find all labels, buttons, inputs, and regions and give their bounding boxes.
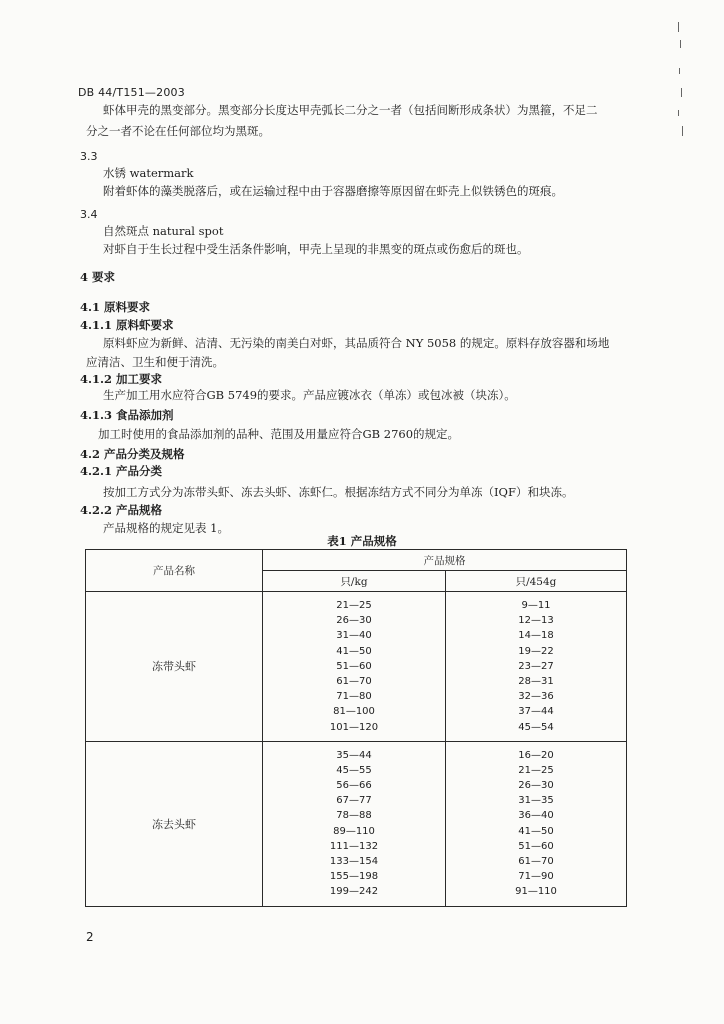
per-454g-values bbox=[446, 741, 627, 906]
spec-value: 32—36 bbox=[518, 691, 554, 703]
section-4-1-2-heading: 4.1.2 加工要求 bbox=[80, 372, 163, 386]
section-4-1-1-heading: 4.1.1 原料虾要求 bbox=[80, 318, 174, 332]
spec-value: 36—40 bbox=[518, 810, 554, 822]
section-number-3-3: 3.3 bbox=[80, 150, 98, 163]
header-per-kg: 只/kg bbox=[263, 571, 446, 592]
spec-value: 81—100 bbox=[333, 706, 375, 718]
section-4-1-1-text-2: 应清洁、卫生和便于清洗。 bbox=[86, 355, 224, 369]
section-4-1-3-text: 加工时使用的食品添加剂的品种、范围及用量应符合GB 2760的规定。 bbox=[98, 427, 460, 441]
section-4-2-2-heading: 4.2.2 产品规格 bbox=[80, 503, 163, 517]
spec-value: 26—30 bbox=[518, 780, 554, 792]
per-kg-values bbox=[263, 741, 446, 906]
spec-value: 45—55 bbox=[336, 764, 372, 776]
section-number-3-4: 3.4 bbox=[80, 208, 98, 221]
spec-value: 91—110 bbox=[515, 886, 557, 898]
per-454g-values bbox=[446, 592, 627, 742]
section-4-1-2-text: 生产加工用水应符合GB 5749的要求。产品应镀冰衣（单冻）或包冰被（块冻）。 bbox=[103, 388, 516, 402]
spec-value: 28—31 bbox=[518, 675, 554, 687]
section-3-4-text: 对虾自于生长过程中受生活条件影响，甲壳上呈现的非黑变的斑点或伤愈后的斑也。 bbox=[103, 242, 529, 256]
spec-value: 155—198 bbox=[329, 871, 379, 883]
header-product-name: 产品名称 bbox=[86, 550, 263, 592]
spec-value: 45—54 bbox=[518, 721, 554, 733]
spec-value: 31—40 bbox=[336, 630, 372, 642]
page-number: 2 bbox=[86, 930, 94, 944]
spec-value: 199—242 bbox=[329, 886, 379, 898]
section-4-1-3-heading: 4.1.3 食品添加剂 bbox=[80, 408, 174, 422]
section-4-1-1-text-1: 原料虾应为新鲜、洁清、无污染的南美白对虾，其品质符合 NY 5058 的规定。原料存放容器和场地 bbox=[103, 336, 610, 350]
spec-value: 111—132 bbox=[329, 840, 379, 852]
spec-value: 21—25 bbox=[518, 764, 554, 776]
spec-value: 78—88 bbox=[336, 810, 372, 822]
spec-value: 71—90 bbox=[518, 871, 554, 883]
spec-value: 23—27 bbox=[518, 660, 554, 672]
spec-value: 67—77 bbox=[336, 795, 372, 807]
scan-margin-marks bbox=[674, 18, 688, 138]
spec-value: 12—13 bbox=[518, 615, 554, 627]
section-4-2-2-text: 产品规格的规定见表 1。 bbox=[103, 521, 229, 535]
intro-text-line-2: 分之一者不论在任何部位均为黑斑。 bbox=[86, 124, 270, 138]
section-3-3-text: 附着虾体的藻类脱落后，或在运输过程中由于容器磨擦等原因留在虾壳上似铁锈色的斑痕。 bbox=[103, 184, 563, 198]
table-row bbox=[86, 592, 627, 742]
section-4-2-1-text: 按加工方式分为冻带头虾、冻去头虾、冻虾仁。根据冻结方式不同分为单冻（IQF）和块冻。 bbox=[103, 485, 574, 499]
spec-value: 56—66 bbox=[336, 780, 372, 792]
spec-value: 61—70 bbox=[518, 856, 554, 867]
spec-value: 133—154 bbox=[329, 856, 379, 867]
spec-value: 51—60 bbox=[518, 840, 554, 852]
header-per-454g: 只/454g bbox=[446, 571, 627, 592]
table-caption: 表1 产品规格 bbox=[327, 534, 397, 548]
intro-text-line-1: 虾体甲壳的黑变部分。黑变部分长度达甲壳弧长二分之一者（包括间断形成条状）为黑箍，不足二 bbox=[103, 103, 598, 117]
spec-value: 19—22 bbox=[518, 645, 554, 657]
spec-value: 101—120 bbox=[329, 721, 379, 733]
spec-value: 16—20 bbox=[518, 749, 554, 761]
product-name-cell: 冻带头虾 bbox=[86, 592, 263, 742]
section-3-3-title: 水锈 watermark bbox=[103, 166, 194, 180]
spec-value: 31—35 bbox=[518, 795, 554, 807]
spec-value: 51—60 bbox=[336, 660, 372, 672]
spec-value: 26—30 bbox=[336, 615, 372, 627]
spec-value: 37—44 bbox=[518, 706, 554, 718]
spec-value: 41—50 bbox=[336, 645, 372, 657]
product-spec-table bbox=[85, 549, 627, 907]
spec-value: 35—44 bbox=[336, 749, 372, 761]
spec-value: 41—50 bbox=[518, 825, 554, 837]
section-4-1-heading: 4.1 原料要求 bbox=[80, 300, 151, 314]
section-4-heading: 4 要求 bbox=[80, 270, 116, 284]
spec-value: 14—18 bbox=[518, 630, 554, 642]
product-name-cell: 冻去头虾 bbox=[86, 741, 263, 906]
header-product-spec: 产品规格 bbox=[263, 550, 627, 571]
spec-value: 9—11 bbox=[521, 600, 551, 611]
document-id-header: DB 44/T151—2003 bbox=[78, 86, 185, 99]
spec-value: 89—110 bbox=[333, 825, 375, 837]
section-3-4-title: 自然斑点 natural spot bbox=[103, 224, 224, 238]
section-4-2-1-heading: 4.2.1 产品分类 bbox=[80, 464, 163, 478]
table-row bbox=[86, 741, 627, 906]
spec-value: 61—70 bbox=[336, 675, 372, 687]
spec-value: 21—25 bbox=[336, 600, 372, 611]
per-kg-values bbox=[263, 592, 446, 742]
section-4-2-heading: 4.2 产品分类及规格 bbox=[80, 447, 185, 461]
spec-value: 71—80 bbox=[336, 691, 372, 703]
